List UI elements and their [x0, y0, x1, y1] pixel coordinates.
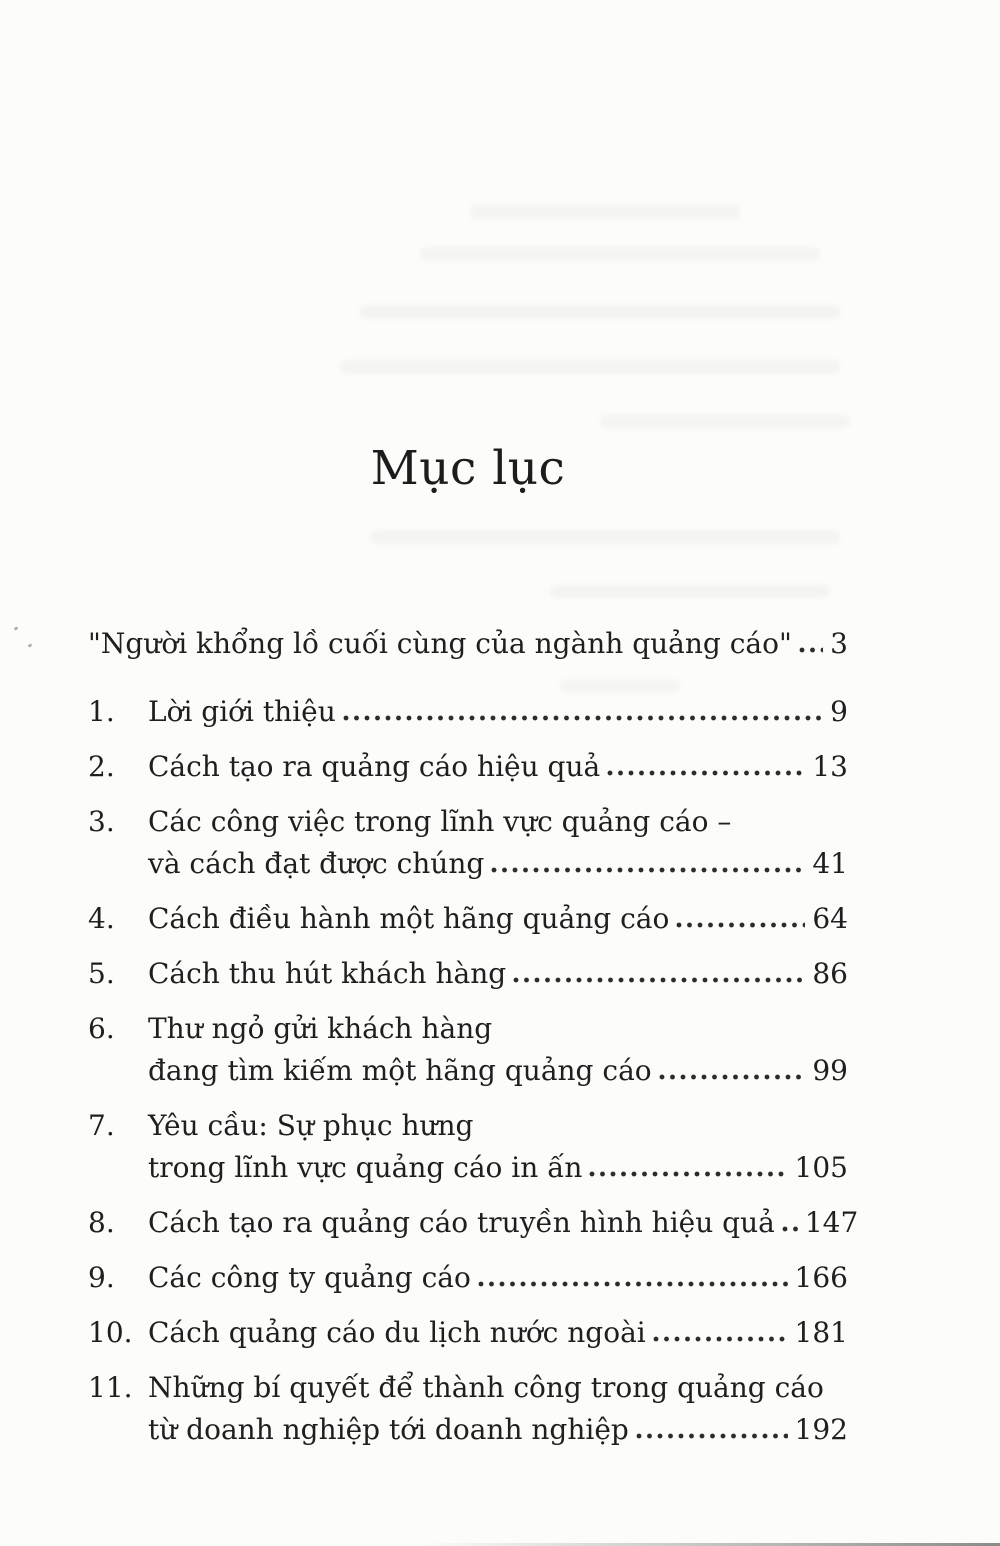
toc-entry-number: 1.	[88, 695, 115, 728]
toc-entry-title-continued: và cách đạt được chúng	[148, 847, 485, 880]
toc-entry-title: Cách điều hành một hãng quảng cáo	[148, 902, 670, 935]
dot-leader	[782, 1226, 798, 1232]
bleedthrough-mark	[360, 305, 840, 319]
bleedthrough-mark	[600, 415, 850, 428]
toc-page-number: 3	[830, 627, 848, 660]
toc-entry-title-continued: đang tìm kiếm một hãng quảng cáo	[148, 1054, 652, 1087]
toc-entry-number: 5.	[88, 957, 115, 990]
toc-entry-title: Lời giới thiệu	[148, 695, 336, 728]
toc-entry-title-continued: từ doanh nghiệp tới doanh nghiệp	[148, 1413, 629, 1446]
scan-speck	[14, 626, 19, 631]
toc-entry-title: Cách tạo ra quảng cáo truyền hình hiệu quả	[148, 1206, 775, 1239]
toc-page-number: 192	[794, 1413, 848, 1446]
dot-leader	[676, 922, 805, 928]
toc-entry	[88, 1257, 848, 1299]
toc-page-number: 64	[812, 902, 848, 935]
toc-entry	[88, 1105, 848, 1189]
toc-entry-number: 10.	[88, 1316, 133, 1349]
toc-entry-title-continued: trong lĩnh vực quảng cáo in ấn	[148, 1151, 583, 1184]
toc-entry	[88, 746, 848, 788]
toc-entry-title: Cách tạo ra quảng cáo hiệu quả	[148, 750, 601, 783]
toc-entry-number: 3.	[88, 805, 115, 838]
scan-speck	[28, 643, 33, 648]
toc-page-number: 181	[794, 1316, 848, 1349]
bleedthrough-mark	[420, 247, 820, 260]
dot-leader	[589, 1171, 787, 1177]
toc-entry-title: Cách quảng cáo du lịch nước ngoài	[148, 1316, 646, 1349]
bleedthrough-mark	[370, 530, 840, 544]
dot-leader	[343, 715, 823, 721]
toc-entry	[88, 691, 848, 733]
toc-entry-number: 9.	[88, 1261, 115, 1294]
toc-entry-title: Những bí quyết để thành công trong quảng cáo	[148, 1371, 824, 1404]
bleedthrough-mark	[470, 205, 740, 219]
page-title: Mục lục	[370, 441, 566, 496]
toc-entry	[88, 1312, 848, 1354]
toc-entry	[88, 1367, 848, 1451]
toc-entry-title: Cách thu hút khách hàng	[148, 957, 507, 990]
bleedthrough-mark	[550, 585, 830, 598]
toc-entry	[88, 1008, 848, 1092]
table-of-contents	[88, 623, 859, 1464]
toc-entry-number: 8.	[88, 1206, 115, 1239]
dot-leader	[659, 1074, 806, 1080]
toc-entry-number: 6.	[88, 1012, 115, 1045]
toc-entry	[88, 898, 848, 940]
toc-entry	[88, 1202, 859, 1244]
toc-page-number: 86	[812, 957, 848, 990]
toc-entry	[88, 953, 848, 995]
dot-leader	[636, 1433, 788, 1439]
toc-entry-number: 2.	[88, 750, 115, 783]
toc-page-number: 13	[812, 750, 848, 783]
toc-entry-preface	[88, 623, 848, 665]
toc-entry-title: "Người khổng lồ cuối cùng của ngành quảng cáo"	[88, 627, 792, 660]
toc-entry-number: 11.	[88, 1371, 133, 1404]
toc-page-number: 166	[794, 1261, 848, 1294]
toc-entry-title: Thư ngỏ gửi khách hàng	[148, 1012, 493, 1045]
dot-leader	[799, 647, 823, 653]
toc-entry-number: 4.	[88, 902, 115, 935]
dot-leader	[653, 1336, 788, 1342]
toc-entry-title: Các công ty quảng cáo	[148, 1261, 471, 1294]
toc-page-number: 9	[830, 695, 848, 728]
toc-entry-title: Yêu cầu: Sự phục hưng	[148, 1109, 474, 1142]
dot-leader	[491, 867, 805, 873]
dot-leader	[478, 1281, 788, 1287]
toc-entry	[88, 801, 848, 885]
dot-leader	[513, 977, 805, 983]
dot-leader	[607, 770, 805, 776]
bleedthrough-mark	[340, 360, 840, 374]
toc-entry-number: 7.	[88, 1109, 115, 1142]
toc-page-number: 99	[812, 1054, 848, 1087]
toc-page-number: 147	[804, 1206, 859, 1239]
toc-page-number: 41	[812, 847, 848, 880]
toc-page-number: 105	[794, 1151, 848, 1184]
toc-entry-title: Các công việc trong lĩnh vực quảng cáo –	[148, 805, 732, 838]
